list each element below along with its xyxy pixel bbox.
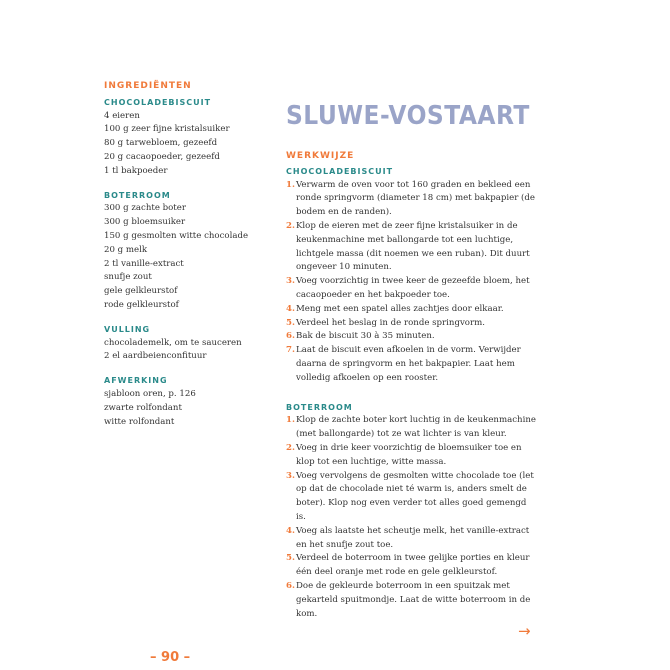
- step-text: Klop de zachte boter kort luchtig in de keukenmachine (met ballongarde) tot ze wat lichter is van kleur.: [296, 415, 536, 440]
- step-number: 5.: [286, 317, 295, 328]
- step-number: 5.: [286, 553, 295, 564]
- ingredients-column: [104, 80, 264, 439]
- ingredient-item: 4 eieren: [104, 110, 140, 121]
- step-text: Voeg in drie keer voorzichtig de bloemsuiker toe en klop tot een luchtige, witte massa.: [296, 442, 522, 467]
- step-text: Verdeel de boterroom in twee gelijke porties en kleur één deel oranje met rode en gele gelkleurstof.: [296, 553, 530, 578]
- ingredient-group-title: BOTERROOM: [104, 190, 171, 200]
- step-item: [286, 414, 536, 442]
- step-number: 2.: [286, 442, 295, 453]
- step-text: Verwarm de oven voor tot 160 graden en bekleed een ronde springvorm (diameter 18 cm) met bakpapier (de bodem en de randen).: [296, 179, 536, 218]
- ingredient-item: 150 g gesmolten witte chocolade: [104, 230, 249, 241]
- step-number: 1.: [286, 179, 295, 190]
- section-spacer: [286, 386, 536, 400]
- step-number: 1.: [286, 415, 295, 426]
- ingredient-item: chocolademelk, om te sauceren: [104, 337, 242, 348]
- page-number: – 90 –: [150, 650, 191, 665]
- step-number: 3.: [286, 276, 295, 287]
- ingredient-group-title: AFWERKING: [104, 376, 168, 386]
- next-page-arrow-icon[interactable]: →: [518, 622, 531, 640]
- step-item: [286, 470, 536, 525]
- step-item: [286, 275, 536, 303]
- step-item: [286, 303, 536, 317]
- ingredient-item: 2 tl vanille-extract: [104, 258, 184, 269]
- step-item: [286, 220, 536, 275]
- step-text: Bak de biscuit 30 à 35 minuten.: [296, 331, 435, 342]
- step-number: 6.: [286, 580, 295, 591]
- ingredient-item: 1 tl bakpoeder: [104, 165, 168, 176]
- ingredient-item: sjabloon oren, p. 126: [104, 388, 196, 399]
- ingredient-item: snufje zout: [104, 272, 152, 283]
- ingredient-item: gele gelkleurstof: [104, 286, 178, 297]
- step-text: Voeg vervolgens de gesmolten witte chocolade toe (let op dat de chocolade niet té warm is, anders smelt de boter). Klop nog even verder tot alles goed gemengd is.: [296, 470, 534, 522]
- step-number: 4.: [286, 303, 295, 314]
- ingredient-group-chocoladebiscuit: [104, 96, 264, 179]
- step-text: Laat de biscuit even afkoelen in de vorm. Verwijder daarna de springvorm en het bakpapier. Laat hem volledig afkoelen op een rooster.: [296, 345, 521, 383]
- ingredient-item: 2 el aardbeienconfituur: [104, 351, 207, 362]
- step-item: [286, 442, 536, 470]
- step-item: [286, 552, 536, 580]
- method-section-title: BOTERROOM: [286, 402, 353, 412]
- step-text: Doe de gekleurde boterroom in een spuitzak met gekarteld spuitmondje. Laat de witte boterroom in de kom.: [296, 580, 531, 619]
- recipe-title: SLUWE-VOSTAART: [286, 101, 530, 131]
- ingredient-group-vulling: [104, 323, 264, 364]
- method-section-title: CHOCOLADEBISCUIT: [286, 166, 394, 176]
- method-column: [286, 150, 536, 621]
- step-text: Klop de eieren met de zeer fijne kristalsuiker in de keukenmachine met ballongarde tot een luchtige, lichtgele massa (dit noemen we een ruban). Dit duurt ongeveer 10 minuten.: [296, 220, 530, 273]
- steps-list-chocoladebiscuit: [286, 179, 536, 386]
- step-text: Voeg voorzichtig in twee keer de gezeefde bloem, het cacaopoeder en het bakpoeder toe.: [296, 276, 530, 300]
- steps-list-boterroom: [286, 414, 536, 621]
- ingredient-item: 300 g zachte boter: [104, 203, 186, 214]
- step-number: 2.: [286, 220, 295, 231]
- step-item: [286, 344, 536, 385]
- step-text: Voeg als laatste het scheutje melk, het vanille-extract en het snufje zout toe.: [296, 525, 530, 550]
- step-number: 6.: [286, 331, 295, 342]
- step-item: [286, 317, 536, 331]
- ingredient-item: 20 g melk: [104, 244, 148, 255]
- ingredient-group-boterroom: [104, 189, 264, 313]
- step-item: [286, 580, 536, 621]
- ingredients-heading: INGREDIËNTEN: [104, 81, 192, 91]
- step-text: Verdeel het beslag in de ronde springvorm.: [296, 317, 485, 328]
- step-item: [286, 525, 536, 553]
- ingredient-group-afwerking: [104, 374, 264, 429]
- ingredient-group-title: VULLING: [104, 324, 151, 334]
- ingredient-item: rode gelkleurstof: [104, 299, 179, 310]
- ingredient-item: 80 g tarwebloem, gezeefd: [104, 138, 218, 149]
- step-number: 3.: [286, 470, 295, 481]
- step-item: [286, 179, 536, 220]
- ingredient-item: 20 g cacaopoeder, gezeefd: [104, 151, 220, 162]
- method-heading: WERKWIJZE: [286, 151, 355, 161]
- ingredient-group-title: CHOCOLADEBISCUIT: [104, 97, 212, 107]
- ingredient-item: 300 g bloemsuiker: [104, 217, 186, 228]
- ingredient-item: 100 g zeer fijne kristalsuiker: [104, 124, 230, 135]
- step-number: 7.: [286, 345, 295, 356]
- ingredient-item: witte rolfondant: [104, 416, 175, 427]
- ingredient-item: zwarte rolfondant: [104, 402, 182, 413]
- step-text: Meng met een spatel alles zachtjes door elkaar.: [296, 303, 504, 314]
- step-item: [286, 330, 536, 344]
- step-number: 4.: [286, 525, 295, 536]
